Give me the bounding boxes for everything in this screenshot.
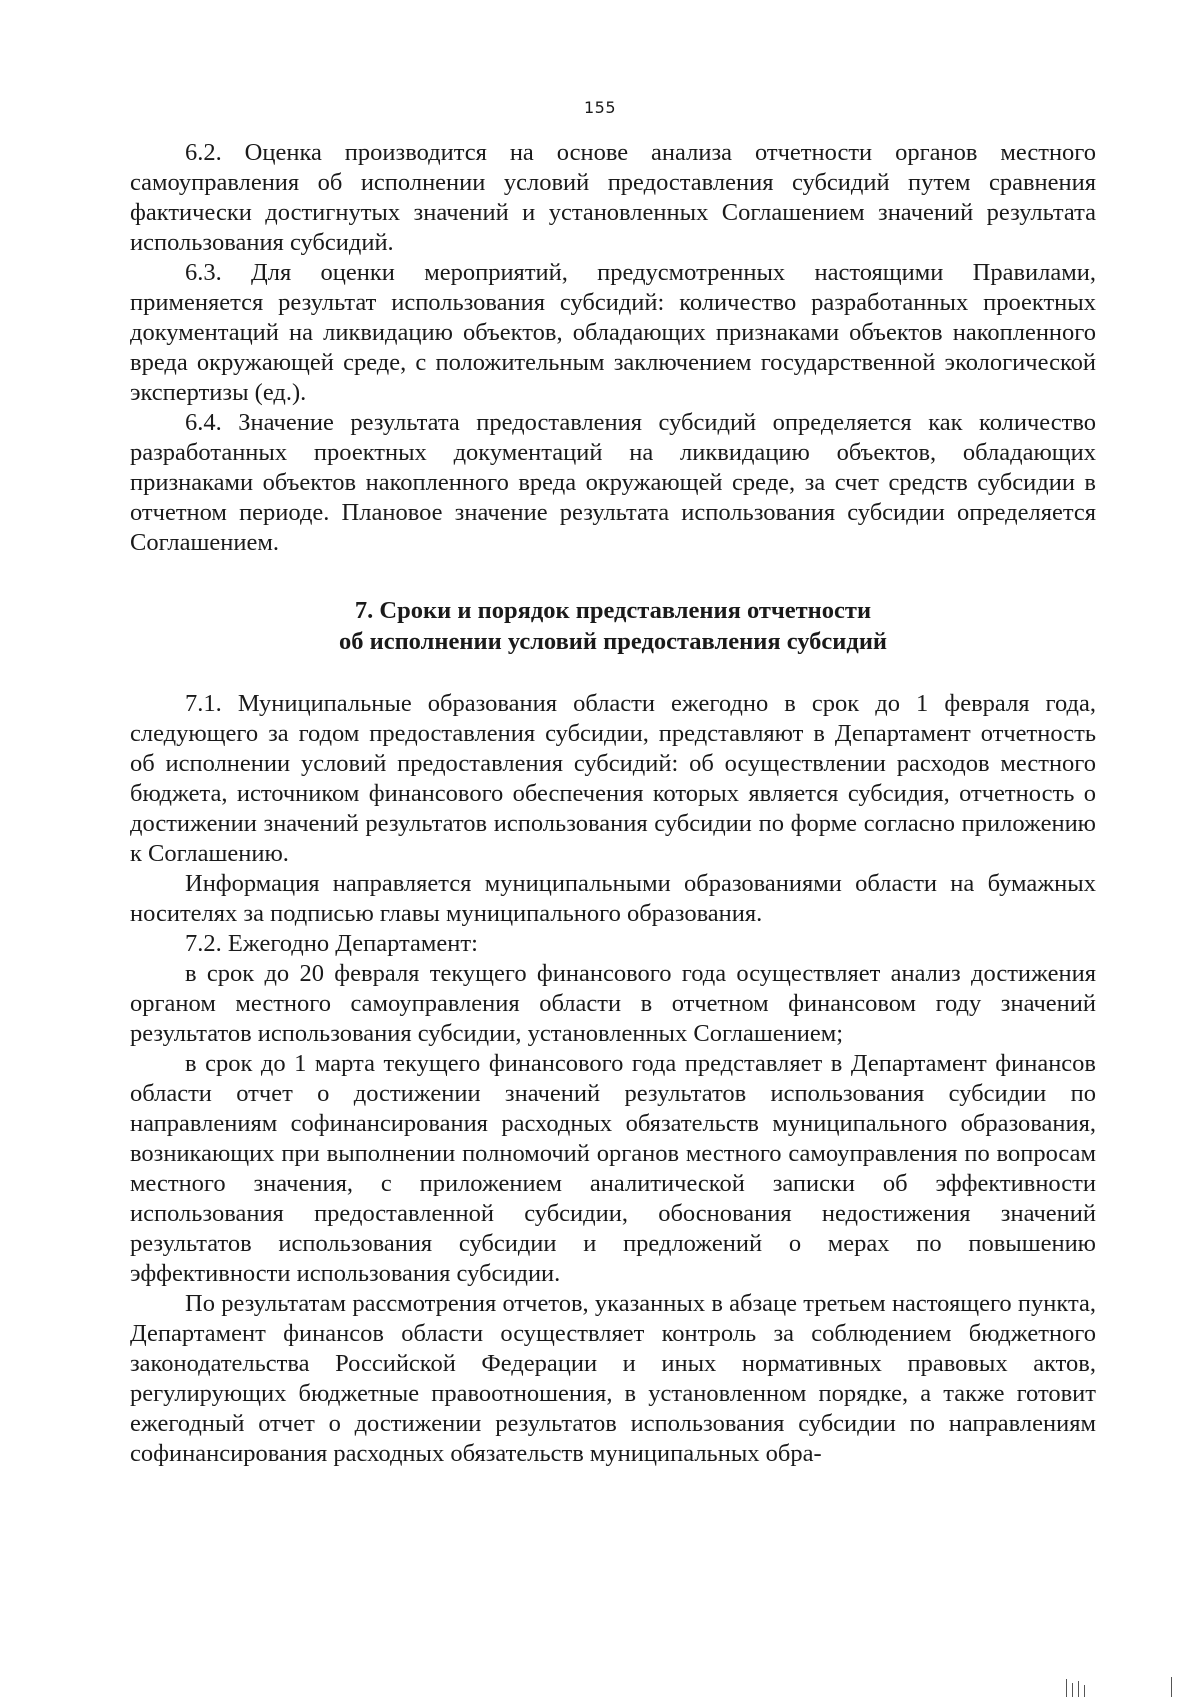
- scan-edge-mark: [1078, 1681, 1079, 1697]
- paragraph-7-1: 7.1. Муниципальные образования области ежегодно в срок до 1 февраля года, следующего за годом предоставления субсидии, представляют в Департамент отчетность об исполнении условий предоставления субсидий: об осуществлении расходов местного бюджета, источником финансового обеспечения которых является субсидия, отчетность о достижении значений результатов использования субсидии по форме согласно приложению к Соглашению.: [130, 690, 1096, 867]
- paragraph-information: Информация направляется муниципальными образованиями области на бумажных носителях за подписью главы муниципального образования.: [130, 870, 1096, 927]
- section-7-body: [130, 689, 1096, 1469]
- scan-edge-mark: [1072, 1683, 1073, 1697]
- section-7-heading: [130, 595, 1096, 657]
- scan-edge-mark: [1171, 1677, 1172, 1697]
- section-7-heading-line-2: об исполнении условий предоставления субсидий: [338, 628, 888, 655]
- paragraph-deadline-20-february: в срок до 20 февраля текущего финансового года осуществляет анализ достижения органом местного самоуправления области в отчетном финансовом году значений результатов использования субсидии, установленных Соглашением;: [130, 960, 1096, 1047]
- scan-edge-mark: [1066, 1679, 1067, 1697]
- paragraph-review-results: По результатам рассмотрения отчетов, указанных в абзаце третьем настоящего пункта, Департамент финансов области осуществляет контроль за соблюдением бюджетного законодательства Российской Федерации и иных нормативных правовых актов, регулирующих бюджетные правоотношения, в установленном порядке, а также готовит ежегодный отчет о достижении результатов использования субсидии по направлениям софинансирования расходных обязательств муниципальных обра-: [130, 1290, 1096, 1467]
- paragraph-deadline-1-march: в срок до 1 марта текущего финансового года представляет в Департамент финансов области отчет о достижении значений результатов использования субсидии по направлениям софинансирования расходных обязательств муниципального образования, возникающих при выполнении полномочий органов местного самоуправления по вопросам местного значения, с приложением аналитической записки об эффективности использования предоставленной субсидии, обоснования недостижения значений результатов использования субсидии и предложений о мерах по повышению эффективности использования субсидии.: [130, 1050, 1096, 1287]
- paragraph-6-4: 6.4. Значение результата предоставления субсидий определяется как количество разработанных проектных документаций на ликвидацию объектов, обладающих признаками объектов накопленного вреда окружающей среде, за счет средств субсидии в отчетном периоде. Плановое значение результата использования субсидии определяется Соглашением.: [130, 409, 1096, 556]
- section-7-heading-line-1: 7. Сроки и порядок представления отчетности: [354, 597, 872, 624]
- section-6-body: [130, 138, 1096, 558]
- paragraph-7-2: 7.2. Ежегодно Департамент:: [185, 930, 478, 957]
- paragraph-6-2: 6.2. Оценка производится на основе анализа отчетности органов местного самоуправления об исполнении условий предоставления субсидий путем сравнения фактически достигнутых значений и установленных Соглашением значений результата использования субсидий.: [130, 139, 1096, 256]
- scan-edge-mark: [1084, 1685, 1085, 1697]
- page-number: 155: [583, 98, 617, 117]
- paragraph-6-3: 6.3. Для оценки мероприятий, предусмотренных настоящими Правилами, применяется результат использования субсидий: количество разработанных проектных документаций на ликвидацию объектов, обладающих признаками объектов накопленного вреда окружающей среде, с положительным заключением государственной экологической экспертизы (ед.).: [130, 259, 1096, 406]
